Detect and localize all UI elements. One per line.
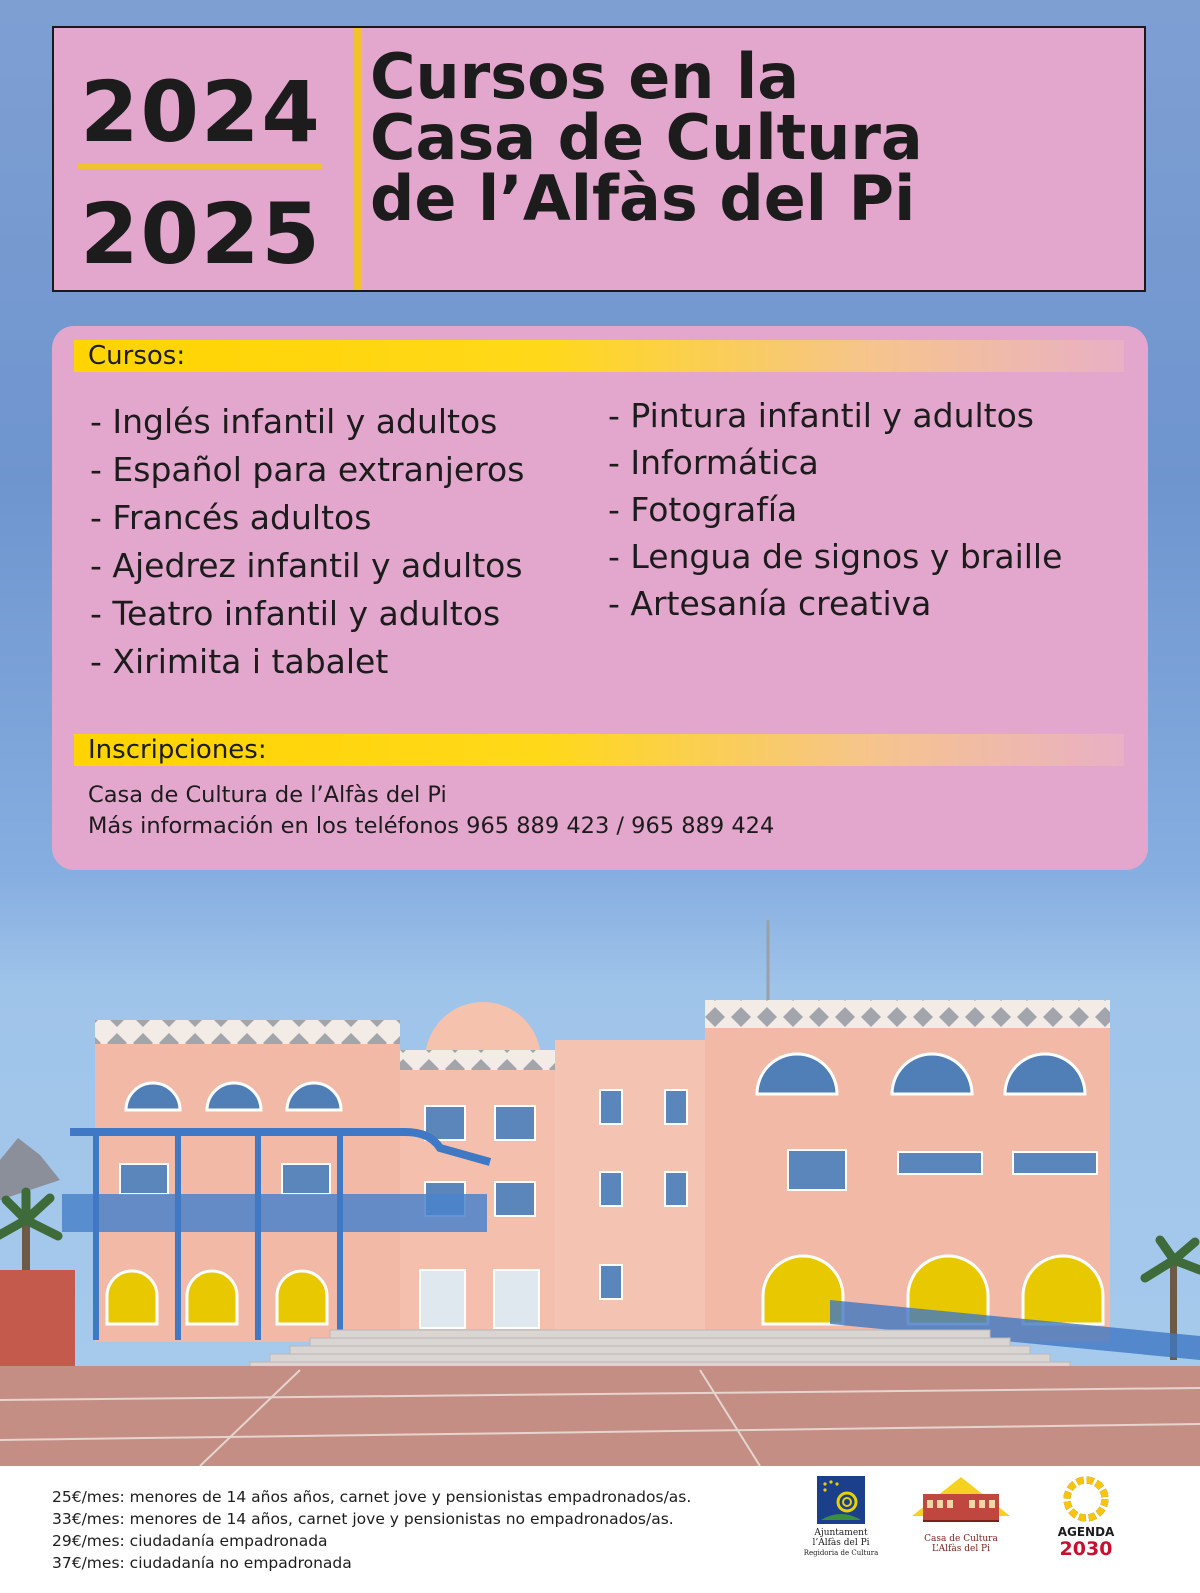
price-item: 33€/mes: menores de 14 años, carnet jove y pensionistas no empadronados/as.	[52, 1510, 674, 1528]
course-item: - Teatro infantil y adultos	[90, 594, 501, 633]
course-item: - Inglés infantil y adultos	[90, 402, 498, 441]
casa-cultura-logo	[905, 1476, 1017, 1554]
course-item: - Xirimita i tabalet	[90, 642, 389, 681]
ajuntament-label-3: Regidoria de Cultura	[803, 1549, 879, 1557]
year-end: 2025	[80, 185, 322, 283]
title-line-3: de l’Alfàs del Pi	[370, 162, 916, 235]
course-item: - Fotografía	[608, 490, 798, 529]
casa-cultura-label-1: Casa de Cultura	[924, 1534, 998, 1544]
course-item: - Pintura infantil y adultos	[608, 396, 1034, 435]
price-list	[52, 1486, 691, 1574]
course-item: - Ajedrez infantil y adultos	[90, 546, 523, 585]
poster-title	[370, 40, 923, 235]
ajuntament-logo	[786, 1476, 896, 1558]
course-list-right	[608, 392, 1062, 627]
course-info-card	[52, 326, 1148, 870]
yellow-diamond-building-icon	[911, 1476, 1011, 1530]
title-line-2: Casa de Cultura	[370, 101, 923, 174]
course-item: - Lengua de signos y braille	[608, 537, 1063, 576]
registration-heading: Inscripciones:	[88, 735, 267, 765]
registration-heading-bar	[74, 734, 1124, 766]
year-divider	[78, 164, 322, 169]
ajuntament-label-2: l’Alfàs del Pi	[812, 1538, 870, 1548]
price-item: 25€/mes: menores de 14 años años, carnet jove y pensionistas empadronados/as.	[52, 1488, 692, 1506]
course-item: - Francés adultos	[90, 498, 372, 537]
courses-heading: Cursos:	[88, 341, 186, 371]
price-item: 29€/mes: ciudadanía empadronada	[52, 1532, 328, 1550]
price-item: 37€/mes: ciudadanía no empadronada	[52, 1554, 352, 1572]
agenda-2030-logo	[1046, 1476, 1126, 1559]
blue-square-stars-spiral-icon	[817, 1476, 865, 1524]
course-list-left	[90, 398, 524, 686]
year-start: 2024	[80, 63, 322, 161]
title-line-1: Cursos en la	[370, 40, 800, 113]
course-item: - Artesanía creativa	[608, 584, 932, 623]
courses-heading-bar	[74, 340, 1124, 372]
casa-cultura-label-2: L’Alfàs del Pi	[932, 1544, 990, 1554]
sdg-color-wheel-icon	[1063, 1476, 1109, 1522]
footer	[0, 1466, 1200, 1593]
agenda-year: 2030	[1059, 1538, 1113, 1560]
registration-place: Casa de Cultura de l’Alfàs del Pi	[88, 782, 447, 808]
building-photo	[0, 900, 1200, 1466]
course-item: - Español para extranjeros	[90, 450, 525, 489]
ajuntament-label-1: Ajuntament	[814, 1528, 868, 1538]
course-item: - Informática	[608, 443, 819, 482]
agenda-label: AGENDA	[1057, 1525, 1115, 1539]
registration-phones: Más información en los teléfonos 965 889 423 / 965 889 424	[88, 813, 775, 839]
header-divider	[354, 28, 362, 290]
header-box	[52, 26, 1146, 292]
